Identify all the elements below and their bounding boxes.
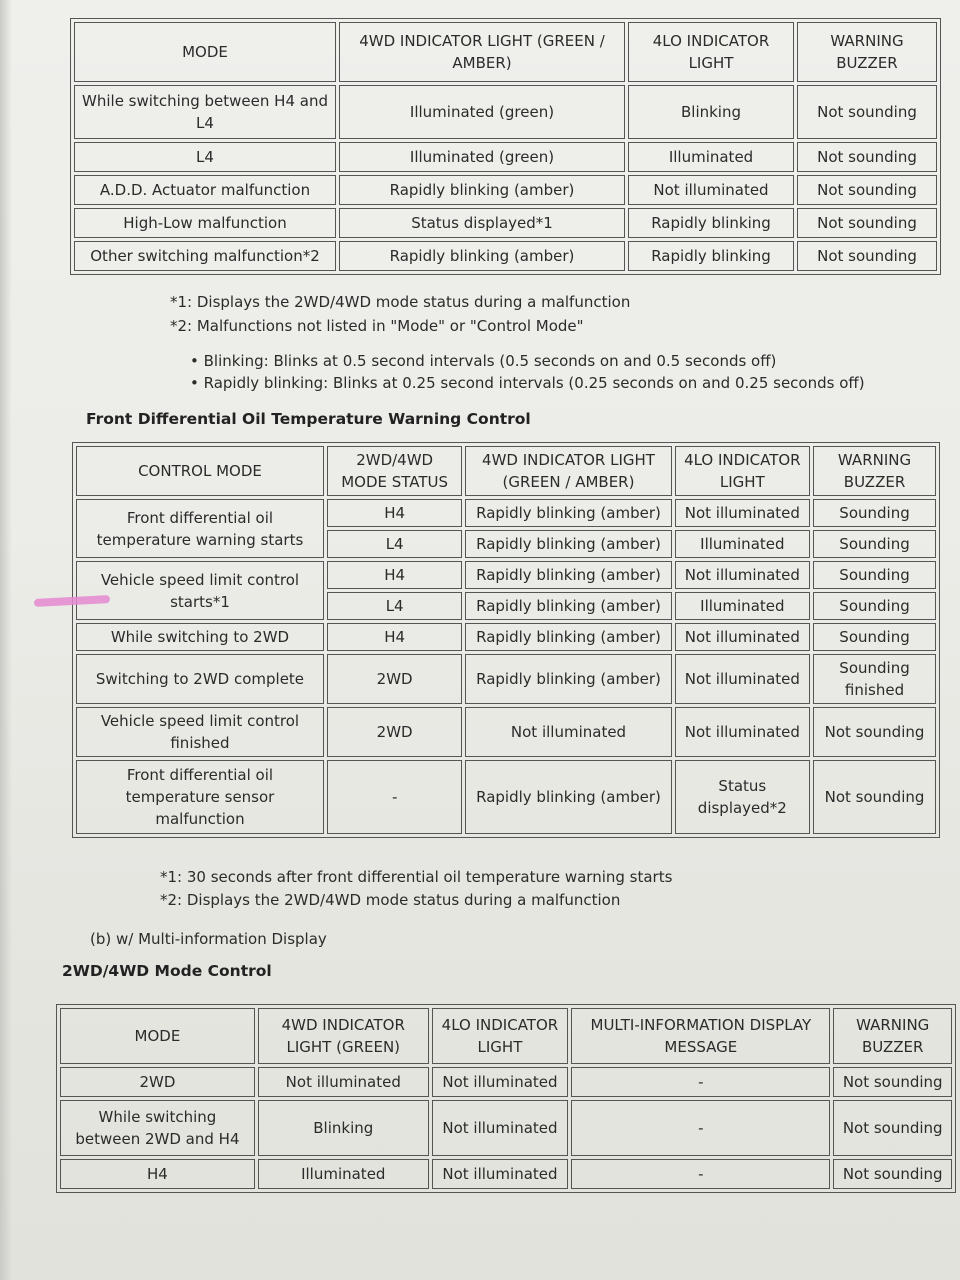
table-cell: While switching between 2WD and H4 (60, 1100, 255, 1156)
section-heading: Front Differential Oil Temperature Warning Control (86, 410, 531, 428)
table-header-row (74, 22, 937, 82)
table-cell: Front differential oil temperature warning starts (76, 499, 324, 558)
table-cell: 2WD (327, 654, 462, 704)
table-cell: Rapidly blinking (628, 241, 794, 271)
table-cell: Not illuminated (258, 1067, 429, 1097)
table-cell: Blinking (258, 1100, 429, 1156)
table-cell: Not illuminated (675, 654, 810, 704)
footnote-2: *2: Displays the 2WD/4WD mode status during a malfunction (160, 891, 621, 909)
table-cell: Not illuminated (465, 707, 671, 757)
table-cell: High-Low malfunction (74, 208, 336, 238)
table-cell: Illuminated (675, 592, 810, 620)
column-header: MODE (74, 22, 336, 82)
table-cell: Rapidly blinking (amber) (339, 175, 625, 205)
column-header: 4WD INDICATOR LIGHT (GREEN) (258, 1008, 429, 1064)
table-cell: Rapidly blinking (amber) (465, 561, 671, 589)
table-cell: Not illuminated (432, 1100, 569, 1156)
column-header: 4LO INDICATOR LIGHT (432, 1008, 569, 1064)
table-cell: - (571, 1067, 830, 1097)
column-header: WARNING BUZZER (813, 446, 936, 496)
column-header: CONTROL MODE (76, 446, 324, 496)
bullet-rapidly-blinking: • Rapidly blinking: Blinks at 0.25 second intervals (0.25 seconds on and 0.25 seconds off) (190, 374, 865, 392)
column-header: 4LO INDICATOR LIGHT (675, 446, 810, 496)
bullet-blinking: • Blinking: Blinks at 0.5 second intervals (0.5 seconds on and 0.5 seconds off) (190, 352, 777, 370)
footnote-2: *2: Malfunctions not listed in "Mode" or "Control Mode" (170, 317, 584, 335)
mode-table (70, 18, 941, 275)
table-cell: Other switching malfunction*2 (74, 241, 336, 271)
table-cell: Rapidly blinking (amber) (465, 623, 671, 651)
table-row (76, 561, 936, 589)
table-cell: A.D.D. Actuator malfunction (74, 175, 336, 205)
table-cell: 2WD (60, 1067, 255, 1097)
table-cell: Rapidly blinking (amber) (465, 760, 671, 834)
table-cell: Not illuminated (628, 175, 794, 205)
table-cell: Not illuminated (675, 499, 810, 527)
table-cell: Not sounding (833, 1159, 952, 1189)
table-row (60, 1067, 952, 1097)
table-row (60, 1100, 952, 1156)
table-cell: Rapidly blinking (628, 208, 794, 238)
table-cell: Not illuminated (675, 623, 810, 651)
table-cell: While switching to 2WD (76, 623, 324, 651)
table-cell: Illuminated (green) (339, 85, 625, 139)
table-cell: Vehicle speed limit control starts*1 (76, 561, 324, 620)
table-cell: L4 (327, 592, 462, 620)
table-header-row (76, 446, 936, 496)
table-cell: Not sounding (797, 241, 937, 271)
table-cell: Blinking (628, 85, 794, 139)
column-header: WARNING BUZZER (797, 22, 937, 82)
table-cell: Not sounding (833, 1100, 952, 1156)
table-cell: Not illuminated (675, 707, 810, 757)
table-row (74, 208, 937, 238)
page-edge-shadow (0, 0, 12, 1280)
table-cell: - (571, 1159, 830, 1189)
table-cell: Rapidly blinking (amber) (465, 654, 671, 704)
footnote-1: *1: Displays the 2WD/4WD mode status during a malfunction (170, 293, 631, 311)
subsection-label: (b) w/ Multi-information Display (90, 930, 327, 948)
table-cell: Switching to 2WD complete (76, 654, 324, 704)
column-header: 4LO INDICATOR LIGHT (628, 22, 794, 82)
table-cell: Sounding (813, 561, 936, 589)
table-cell: 2WD (327, 707, 462, 757)
table-cell: Rapidly blinking (amber) (465, 530, 671, 558)
column-header: MULTI-INFORMATION DISPLAY MESSAGE (571, 1008, 830, 1064)
table-row (76, 623, 936, 651)
table-row (60, 1159, 952, 1189)
table-cell: Not sounding (797, 85, 937, 139)
table-cell: Illuminated (green) (339, 142, 625, 172)
table-cell: Rapidly blinking (amber) (339, 241, 625, 271)
table-cell: Not sounding (797, 142, 937, 172)
table-cell: Not sounding (797, 175, 937, 205)
table-row (76, 707, 936, 757)
column-header: 2WD/4WD MODE STATUS (327, 446, 462, 496)
table-cell: Not sounding (797, 208, 937, 238)
table-cell: H4 (327, 499, 462, 527)
table-cell: Not sounding (833, 1067, 952, 1097)
table-row (76, 654, 936, 704)
table-cell: Illuminated (258, 1159, 429, 1189)
table-cell: Rapidly blinking (amber) (465, 499, 671, 527)
table-cell: Not sounding (813, 760, 936, 834)
column-header: MODE (60, 1008, 255, 1064)
footnote-1: *1: 30 seconds after front differential oil temperature warning starts (160, 868, 673, 886)
table-cell: Not sounding (813, 707, 936, 757)
table-cell: Illuminated (628, 142, 794, 172)
table-row (76, 760, 936, 834)
multi-info-mode-table (56, 1004, 956, 1193)
table-row (76, 499, 936, 527)
oil-temperature-table (72, 442, 940, 838)
table-cell: Rapidly blinking (amber) (465, 592, 671, 620)
table-header-row (60, 1008, 952, 1064)
table-cell: H4 (327, 623, 462, 651)
column-header: 4WD INDICATOR LIGHT (GREEN / AMBER) (465, 446, 671, 496)
table-cell: Sounding (813, 623, 936, 651)
table-row (74, 241, 937, 271)
table-cell: Not illuminated (432, 1159, 569, 1189)
table-cell: Not illuminated (432, 1067, 569, 1097)
table-cell: Sounding finished (813, 654, 936, 704)
table-cell: - (571, 1100, 830, 1156)
table-cell: Sounding (813, 499, 936, 527)
column-header: WARNING BUZZER (833, 1008, 952, 1064)
table-cell: Sounding (813, 592, 936, 620)
table-cell: Front differential oil temperature sensor malfunction (76, 760, 324, 834)
table-cell: L4 (74, 142, 336, 172)
table-cell: Vehicle speed limit control finished (76, 707, 324, 757)
table-cell: Sounding (813, 530, 936, 558)
table-cell: H4 (327, 561, 462, 589)
table-row (74, 85, 937, 139)
column-header: 4WD INDICATOR LIGHT (GREEN / AMBER) (339, 22, 625, 82)
section-heading: 2WD/4WD Mode Control (62, 962, 272, 980)
table-cell: Status displayed*1 (339, 208, 625, 238)
table-cell: - (327, 760, 462, 834)
table-row (74, 142, 937, 172)
table-cell: While switching between H4 and L4 (74, 85, 336, 139)
table-cell: L4 (327, 530, 462, 558)
table-cell: Status displayed*2 (675, 760, 810, 834)
table-cell: Not illuminated (675, 561, 810, 589)
table-cell: Illuminated (675, 530, 810, 558)
table-row (74, 175, 937, 205)
table-cell: H4 (60, 1159, 255, 1189)
